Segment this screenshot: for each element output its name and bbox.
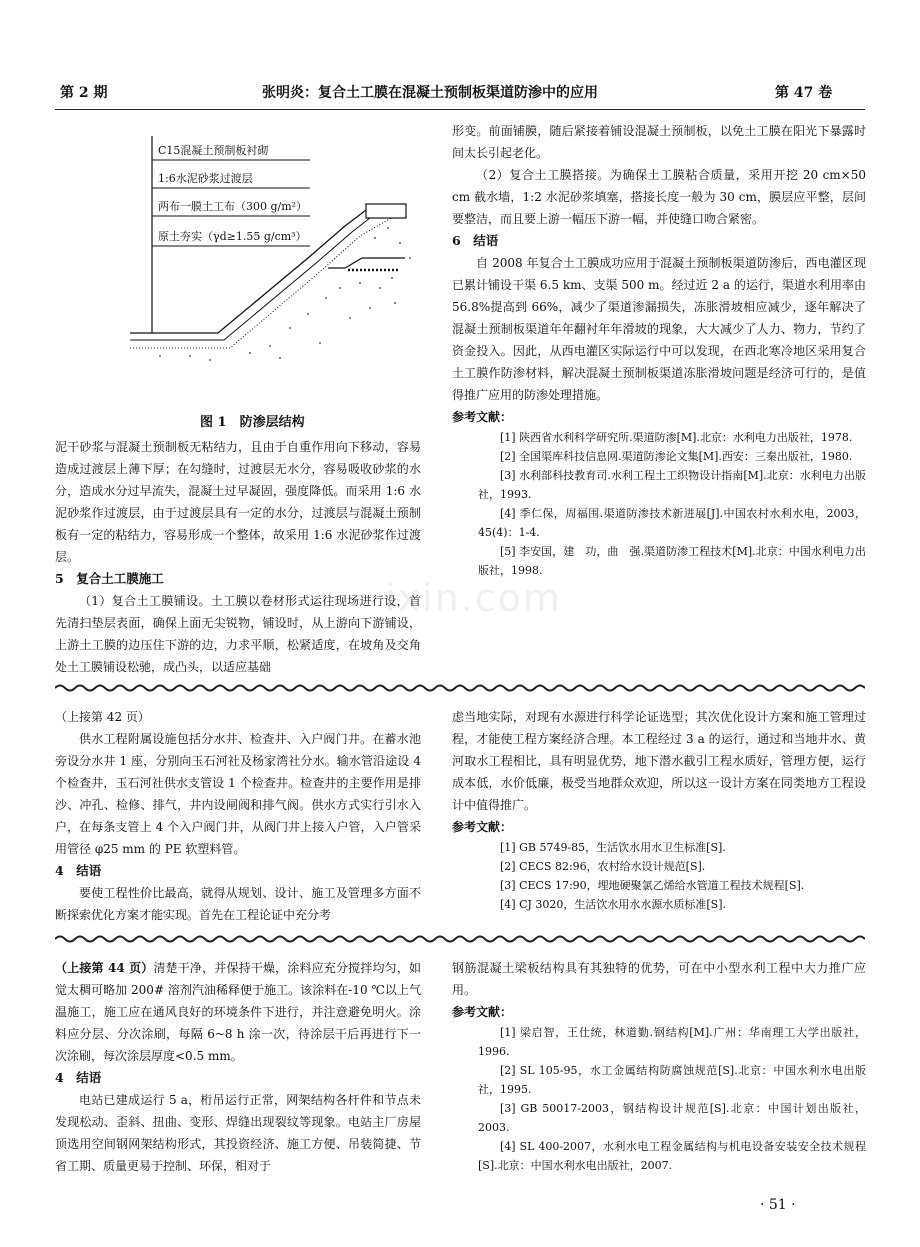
article3-right-column — [452, 957, 866, 1175]
reference-item: [1] GB 5749-85，生活饮水用水卫生标准[S]. — [500, 841, 726, 854]
section-heading: 4 结语 — [55, 1070, 102, 1085]
figure-label-soil: 原土夯实（γd≥1.55 g/cm³） — [158, 230, 307, 243]
reference-item: [5] 李安国，建 功，曲 强.渠道防渗工程技术[M].北京：中国水利电力出版社，1998. — [478, 545, 866, 577]
article1-right-column — [452, 120, 866, 580]
article3-paragraph: 钢筋混凝土梁板结构具有其独特的优势，可在中小型水利工程中大力推广应用。 — [452, 961, 866, 997]
figure-label-mortar: 1:6水泥砂浆过渡层 — [158, 172, 253, 185]
references-heading: 参考文献： — [452, 1005, 513, 1019]
article2-paragraph: 要使工程性价比最高，就得从规划、设计、施工及管理多方面不断探索优化方案才能实现。首先在工程论证中充分考 — [55, 886, 421, 922]
article2-paragraph: 供水工程附属设施包括分水井、检查井、入户阀门井。在蓄水池旁设分水井 1 座，分别向玉石河社及杨家湾社分水。输水管沿途设 4 个检查井，玉石河社供水支管设 1 个检查井。检查井的主要作用是排沙、冲孔、检修、排气，井内设闸阀和排气阀。供水方式实行引水入户，在每条支管上 4 个入户阀门井，从阀门井上接入户管，入户管采用管径 φ25 mm 的 PE 软塑料管。 — [55, 732, 421, 856]
watermark: ixin.com — [385, 576, 562, 620]
article3-continuation: （上接第 44 页） — [55, 961, 154, 975]
figure-label-lining: C15混凝土预制板衬砌 — [158, 144, 269, 157]
article2-right-column — [452, 706, 866, 914]
reference-item: [3] 水利部科技教育司.水利工程土工织物设计指南[M].北京：水利电力出版社，1993. — [478, 469, 866, 501]
figure-coping-block — [366, 204, 406, 218]
article1-paragraph: 泥干砂浆与混凝土预制板无粘结力，且由于自重作用向下移动，容易造成过渡层上薄下厚；在勾缝时，过渡层无水分，容易吸收砂浆的水分，造成水分过早流失，混凝土过早凝固，强度降低。而采用 1:6 水泥砂浆作过渡层，由于过渡层具有一定的水分，过渡层与混凝土预制板有一定的粘结力，容易形成一个整体，故采用 1:6 水泥砂浆作过渡层。 — [55, 440, 421, 564]
article1-paragraph: （1）复合土工膜铺设。土工膜以卷材形式运往现场进行设，首先清扫垫层表面，确保上面无尖锐物，铺设时，从上游向下游铺设，上游土工膜的边压住下游的边，力求平顺，松紧适度，在坡角及交角处土工膜铺设松驰，成凸头，以适应基础 — [55, 594, 421, 674]
section-divider — [55, 683, 865, 693]
reference-item: [4] SL 400-2007，水利水电工程金属结构与机电设备安装安全技术规程[S].北京：中国水利水电出版社，2007. — [478, 1140, 866, 1172]
article3-left-column — [55, 957, 421, 1177]
article3-paragraph — [55, 957, 421, 1067]
article2-paragraph: 虑当地实际，对现有水源进行科学论证选型；其次优化设计方案和施工管理过程，才能使工程方案经济合理。本工程经过 3 a 的运行，通过和当地井水、黄河取水工程相比，具有明显优势，地下潜水截引工程水质好，管理方便，运行成本低，水价低廉，极受当地群众欢迎，所以这一设计方案在同类地方工程设计中值得推广。 — [452, 710, 866, 812]
issue-label: 第 2 期 — [60, 85, 108, 101]
article1-paragraph: 形变。前面铺膜，随后紧接着铺设混凝土预制板，以免土工膜在阳光下暴露时间太长引起老化。 — [452, 124, 866, 160]
figure-berm-line — [328, 258, 405, 268]
running-title: 张明炎：复合土工膜在混凝土预制板渠道防渗中的应用 — [262, 85, 598, 101]
reference-item: [3] CECS 17:90，埋地硬聚氯乙烯给水管道工程技术规程[S]. — [500, 879, 805, 892]
reference-item: [4] CJ 3020，生活饮水用水水源水质标准[S]. — [500, 898, 727, 911]
volume-label: 第 47 卷 — [775, 85, 833, 101]
header-rule — [55, 109, 865, 110]
section-heading: 5 复合土工膜施工 — [55, 571, 164, 586]
article1-paragraph: （2）复合土工膜搭接。为确保土工膜粘合质量，采用开挖 20 cm×50 cm 截水墙，1:2 水泥砂浆填塞，搭接长度一般为 30 cm，膜层应平整，层间要整洁，而且要上游一幅压下游一幅，并使缝口吻合紧密。 — [452, 168, 866, 226]
article3-text: 清楚干净，并保持干燥，涂料应充分搅拌均匀，如觉太稠可略加 200# 溶剂汽油稀释便于施工。该涂料在-10 ℃以上气温施工，施工应在通风良好的环境条件下进行，并注意避免明火。涂料应分层、分次涂刷，每隔 6~8 h 涂一次，待涂层干后再进行下一次涂刷，每次涂层厚度<0.5 mm。 — [55, 961, 421, 1063]
references-heading: 参考文献： — [452, 410, 513, 424]
references-heading: 参考文献： — [452, 820, 513, 834]
reference-item: [1] 陕西省水利科学研究所.渠道防渗[M].北京：水利电力出版社，1978. — [500, 431, 853, 444]
figure-label-geomembrane: 两布一膜土工布（300 g/m²） — [158, 200, 308, 213]
figure-lining-line — [130, 210, 366, 333]
reference-item: [2] 全国渠库科技信息网.渠道防渗论文集[M].西安：三秦出版社，1980. — [500, 450, 853, 463]
article1-paragraph: 自 2008 年复合土工膜成功应用于混凝土预制板渠道防渗后，西电灌区现已累计铺设干渠 6.5 km、支渠 500 m。经过近 2 a 的运行，渠道水利用率由 56.8%提高到 66%，减少了渠道渗漏损失，冻胀滑坡相应减少，逐年解决了混凝土预制板渠道年年翻衬年年滑坡的现象，大大减少了人力、物力，节约了资金投入。因此，从西电灌区实际运行中可以发现，在西北寒冷地区采用复合土工膜作防渗材料，解决混凝土预制板渠道冻胀滑坡问题是经济可行的，是值得推广应用的防渗处理措施。 — [452, 256, 866, 402]
reference-item: [1] 梁启智，王仕统，林道勤.钢结构[M].广州：华南理工大学出版社，1996. — [478, 1026, 866, 1058]
section-divider — [55, 934, 865, 944]
figure-caption: 图 1 防渗层结构 — [200, 415, 305, 430]
article1-left-column — [55, 436, 421, 678]
section-heading: 6 结语 — [452, 233, 499, 248]
page-number: · 51 · — [760, 1197, 796, 1213]
reference-item: [2] SL 105-95，水工金属结构防腐蚀规范[S].北京：中国水利水电出版社，1995. — [478, 1064, 866, 1096]
figure-structure-diagram — [130, 118, 425, 403]
section-heading: 4 结语 — [55, 863, 102, 878]
article2-left-column — [55, 706, 421, 926]
article2-continuation: （上接第 42 页） — [55, 710, 150, 724]
reference-item: [4] 季仁保，周福围.渠道防渗技术新进展[J].中国农村水利水电，2003，45(4)：1-4. — [478, 507, 866, 539]
figure-soil-texture — [159, 227, 411, 361]
article3-paragraph: 电站已建成运行 5 a，桁吊运行正常，网架结构各杆件和节点未发现松动、歪斜、扭曲、变形、焊缝出现裂纹等现象。电站主厂房屋顶选用空间钢网架结构形式，其投资经济、施工方便、吊装简捷、节省工期、质量更易于控制、环保，相对于 — [55, 1093, 421, 1173]
reference-item: [2] CECS 82:96，农村给水设计规范[S]. — [500, 860, 706, 873]
reference-item: [3] GB 50017-2003，钢结构设计规范[S].北京：中国计划出版社，2003. — [478, 1102, 866, 1134]
